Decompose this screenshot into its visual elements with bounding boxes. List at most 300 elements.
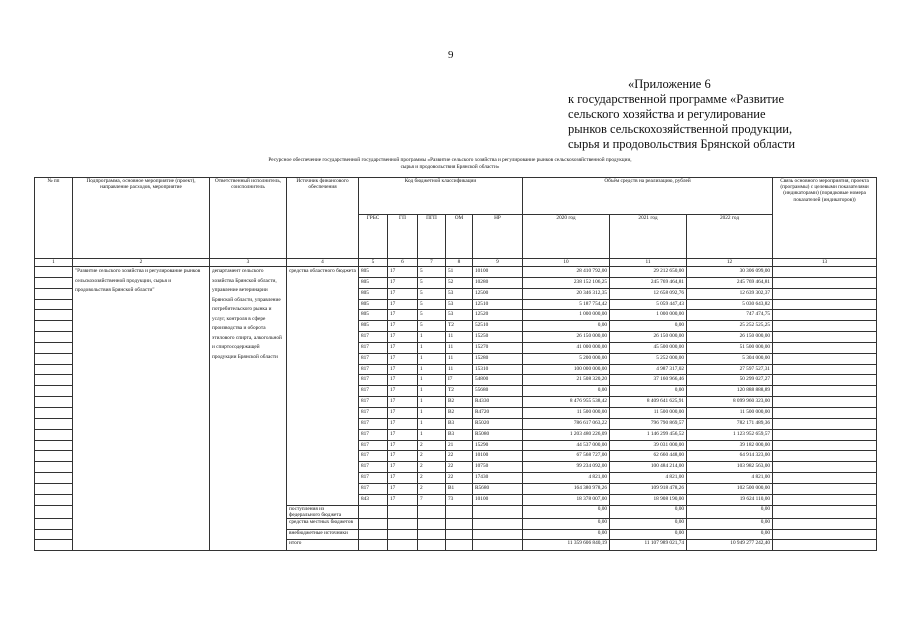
cell-nr: R5080 bbox=[473, 429, 523, 440]
column-index-13: 13 bbox=[773, 259, 877, 267]
cell-grbs: 817 bbox=[359, 375, 388, 386]
cell-om bbox=[446, 540, 473, 551]
cell-2021: 0,00 bbox=[610, 529, 687, 540]
cell-om: 52 bbox=[446, 277, 473, 288]
cell-2022: 5 304 000,00 bbox=[687, 353, 773, 364]
cell-gp: 17 bbox=[388, 397, 418, 408]
cell-pgp bbox=[418, 529, 446, 540]
column-index-5: 5 bbox=[359, 259, 388, 267]
cell-nr: R4720 bbox=[473, 407, 523, 418]
cell-grbs: 817 bbox=[359, 418, 388, 429]
cell-gp: 17 bbox=[388, 386, 418, 397]
cell-om: Т2 bbox=[446, 386, 473, 397]
column-index-12: 12 bbox=[687, 259, 773, 267]
cell-2020: 26 150 000,00 bbox=[523, 332, 610, 343]
cell-om: 22 bbox=[446, 451, 473, 462]
cell-gp: 17 bbox=[388, 310, 418, 321]
row-number bbox=[35, 386, 73, 397]
cell-2021: 11 500 000,00 bbox=[610, 407, 687, 418]
cell-nr: R4330 bbox=[473, 397, 523, 408]
cell-2020: 41 000 000,00 bbox=[523, 342, 610, 353]
cell-2022: 103 982 563,00 bbox=[687, 462, 773, 473]
cell-link bbox=[773, 364, 877, 375]
row-number bbox=[35, 342, 73, 353]
cell-pgp: 7 bbox=[418, 494, 446, 505]
row-number bbox=[35, 375, 73, 386]
cell-2020: 21 508 320,20 bbox=[523, 375, 610, 386]
cell-2021: 109 918 478,26 bbox=[610, 483, 687, 494]
cell-link bbox=[773, 529, 877, 540]
cell-om: 53 bbox=[446, 288, 473, 299]
cell-gp: 17 bbox=[388, 451, 418, 462]
cell-2020: 11 359 606 840,19 bbox=[523, 540, 610, 551]
cell-grbs: 805 bbox=[359, 288, 388, 299]
cell-grbs: 817 bbox=[359, 451, 388, 462]
source-label: внебюджетные источники bbox=[287, 529, 359, 540]
cell-2021: 5 059 447,43 bbox=[610, 299, 687, 310]
cell-link bbox=[773, 494, 877, 505]
cell-2020: 0,00 bbox=[523, 386, 610, 397]
column-index-4: 4 bbox=[287, 259, 359, 267]
cell-om: 51 bbox=[446, 267, 473, 278]
cell-2020: 238 152 106,25 bbox=[523, 277, 610, 288]
cell-2021: 0,00 bbox=[610, 505, 687, 518]
cell-gp bbox=[388, 529, 418, 540]
cell-om: 53 bbox=[446, 299, 473, 310]
cell-grbs bbox=[359, 505, 388, 518]
cell-grbs: 817 bbox=[359, 407, 388, 418]
appendix-line-4: рынков сельскохозяйственной продукции, bbox=[568, 122, 793, 136]
cell-grbs: 817 bbox=[359, 397, 388, 408]
cell-gp bbox=[388, 505, 418, 518]
source-regional: средства областного бюджета bbox=[287, 267, 359, 506]
cell-link bbox=[773, 540, 877, 551]
cell-nr: 10100 bbox=[473, 494, 523, 505]
cell-2020: 1 203 480 226,09 bbox=[523, 429, 610, 440]
cell-nr: 12510 bbox=[473, 299, 523, 310]
cell-2020: 0,00 bbox=[523, 505, 610, 518]
cell-om: В3 bbox=[446, 429, 473, 440]
cell-2021: 5 252 000,00 bbox=[610, 353, 687, 364]
cell-grbs: 805 bbox=[359, 277, 388, 288]
cell-2022: 12 639 302,37 bbox=[687, 288, 773, 299]
cell-2020: 18 378 007,00 bbox=[523, 494, 610, 505]
cell-nr bbox=[473, 529, 523, 540]
resource-table bbox=[34, 177, 877, 551]
cell-2022: 0,00 bbox=[687, 518, 773, 529]
column-index-6: 6 bbox=[388, 259, 418, 267]
cell-2020: 0,00 bbox=[523, 529, 610, 540]
cell-2020: 0,00 bbox=[523, 321, 610, 332]
cell-2020: 0,00 bbox=[523, 518, 610, 529]
executor-text: департамент сельского хозяйства Брянской области, управление ветеринарии Брянской области, управление потребительского рынка и услуг, контроля в сфере производства и оборота этилового спирта, алкогольной и спиртосодержащей продукции Брянской области bbox=[210, 267, 287, 551]
cell-pgp: 1 bbox=[418, 418, 446, 429]
cell-om: І7 bbox=[446, 375, 473, 386]
cell-pgp: 5 bbox=[418, 299, 446, 310]
cell-2021: 39 031 000,00 bbox=[610, 440, 687, 451]
cell-link bbox=[773, 462, 877, 473]
cell-gp: 17 bbox=[388, 407, 418, 418]
row-number bbox=[35, 299, 73, 310]
cell-2022: 26 150 000,00 bbox=[687, 332, 773, 343]
cell-2022: 245 769 464,81 bbox=[687, 277, 773, 288]
cell-2021: 0,00 bbox=[610, 518, 687, 529]
cell-nr bbox=[473, 540, 523, 551]
appendix-heading bbox=[568, 77, 818, 152]
cell-2020: 99 234 092,00 bbox=[523, 462, 610, 473]
row-number bbox=[35, 267, 73, 278]
cell-2021: 18 908 190,00 bbox=[610, 494, 687, 505]
cell-gp: 17 bbox=[388, 288, 418, 299]
cell-om: 22 bbox=[446, 473, 473, 484]
cell-om bbox=[446, 529, 473, 540]
cell-grbs: 817 bbox=[359, 429, 388, 440]
cell-link bbox=[773, 342, 877, 353]
cell-2021: 12 658 092,76 bbox=[610, 288, 687, 299]
cell-pgp bbox=[418, 518, 446, 529]
cell-2021: 62 660 448,00 bbox=[610, 451, 687, 462]
cell-grbs: 805 bbox=[359, 299, 388, 310]
row-number bbox=[35, 529, 73, 540]
cell-2022: 50 299 027,27 bbox=[687, 375, 773, 386]
cell-pgp bbox=[418, 505, 446, 518]
row-number bbox=[35, 518, 73, 529]
cell-om: 11 bbox=[446, 353, 473, 364]
cell-grbs bbox=[359, 540, 388, 551]
cell-link bbox=[773, 288, 877, 299]
cell-om: В3 bbox=[446, 418, 473, 429]
cell-om: 22 bbox=[446, 462, 473, 473]
header-program: Подпрограмма, основное мероприятие (проект), направление расходов, мероприятие bbox=[73, 178, 210, 259]
cell-nr: 15290 bbox=[473, 440, 523, 451]
cell-nr: 52510 bbox=[473, 321, 523, 332]
cell-2020: 4 821,00 bbox=[523, 473, 610, 484]
cell-grbs: 817 bbox=[359, 332, 388, 343]
cell-nr: 15250 bbox=[473, 332, 523, 343]
cell-grbs: 817 bbox=[359, 440, 388, 451]
cell-pgp: 1 bbox=[418, 332, 446, 343]
cell-pgp: 1 bbox=[418, 386, 446, 397]
cell-gp: 17 bbox=[388, 332, 418, 343]
header-budget-code: Код бюджетной классификации bbox=[359, 178, 523, 215]
cell-2022: 25 252 525,25 bbox=[687, 321, 773, 332]
row-number bbox=[35, 397, 73, 408]
cell-pgp: 5 bbox=[418, 267, 446, 278]
row-number bbox=[35, 429, 73, 440]
cell-link bbox=[773, 321, 877, 332]
header-link: Связь основного мероприятия, проекта (программы) с целевыми показателями (индикаторами) (порядковые номера показателей (индикаторов)) bbox=[773, 178, 877, 259]
row-number bbox=[35, 418, 73, 429]
cell-2021: 0,00 bbox=[610, 321, 687, 332]
cell-pgp: 2 bbox=[418, 440, 446, 451]
cell-grbs bbox=[359, 518, 388, 529]
cell-2020: 5 200 000,00 bbox=[523, 353, 610, 364]
row-number bbox=[35, 505, 73, 518]
cell-pgp bbox=[418, 540, 446, 551]
cell-pgp: 1 bbox=[418, 429, 446, 440]
cell-2020: 20 346 312,35 bbox=[523, 288, 610, 299]
source-label: поступления из федерального бюджета bbox=[287, 505, 359, 518]
cell-nr: R5020 bbox=[473, 418, 523, 429]
row-number bbox=[35, 288, 73, 299]
appendix-line-5: сырья и продовольствия Брянской области bbox=[568, 137, 796, 151]
cell-om: 21 bbox=[446, 440, 473, 451]
header-gp: ГП bbox=[388, 215, 418, 259]
row-number bbox=[35, 353, 73, 364]
cell-grbs: 817 bbox=[359, 364, 388, 375]
cell-link bbox=[773, 277, 877, 288]
row-number bbox=[35, 407, 73, 418]
cell-pgp: 2 bbox=[418, 451, 446, 462]
cell-nr: 12520 bbox=[473, 310, 523, 321]
row-number bbox=[35, 462, 73, 473]
caption-line-2: сырья и продовольствия Брянской области» bbox=[400, 164, 500, 170]
cell-nr: 15310 bbox=[473, 364, 523, 375]
cell-2022: 102 500 000,00 bbox=[687, 483, 773, 494]
header-nr: НР bbox=[473, 215, 523, 259]
cell-2022: 10 949 277 242,40 bbox=[687, 540, 773, 551]
row-number bbox=[35, 364, 73, 375]
cell-gp: 17 bbox=[388, 267, 418, 278]
cell-link bbox=[773, 375, 877, 386]
cell-pgp: 5 bbox=[418, 288, 446, 299]
cell-pgp: 1 bbox=[418, 342, 446, 353]
cell-gp: 17 bbox=[388, 440, 418, 451]
cell-grbs: 817 bbox=[359, 386, 388, 397]
cell-2022: 11 500 000,00 bbox=[687, 407, 773, 418]
source-label: средства местных бюджетов bbox=[287, 518, 359, 529]
cell-grbs: 817 bbox=[359, 483, 388, 494]
cell-gp: 17 bbox=[388, 364, 418, 375]
cell-gp: 17 bbox=[388, 342, 418, 353]
cell-nr: 10100 bbox=[473, 267, 523, 278]
cell-gp: 17 bbox=[388, 321, 418, 332]
cell-2021: 8 409 641 625,91 bbox=[610, 397, 687, 408]
cell-2020: 28 410 792,00 bbox=[523, 267, 610, 278]
cell-pgp: 1 bbox=[418, 407, 446, 418]
table-row bbox=[35, 267, 877, 278]
cell-2021: 45 500 000,00 bbox=[610, 342, 687, 353]
appendix-line-2: к государственной программе «Развитие bbox=[568, 92, 784, 106]
cell-nr: 10100 bbox=[473, 451, 523, 462]
cell-nr: 54800 bbox=[473, 375, 523, 386]
column-index-8: 8 bbox=[446, 259, 473, 267]
column-index-10: 10 bbox=[523, 259, 610, 267]
cell-link bbox=[773, 353, 877, 364]
cell-2022: 1 123 952 659,57 bbox=[687, 429, 773, 440]
page-number: 9 bbox=[448, 49, 454, 61]
cell-pgp: 5 bbox=[418, 310, 446, 321]
cell-nr: 12500 bbox=[473, 288, 523, 299]
column-index-7: 7 bbox=[418, 259, 446, 267]
row-number bbox=[35, 483, 73, 494]
cell-pgp: 2 bbox=[418, 483, 446, 494]
cell-2022: 747 474,75 bbox=[687, 310, 773, 321]
cell-2022: 8 099 960 323,00 bbox=[687, 397, 773, 408]
cell-link bbox=[773, 518, 877, 529]
cell-pgp: 2 bbox=[418, 473, 446, 484]
row-number bbox=[35, 310, 73, 321]
header-2022: 2022 год bbox=[687, 215, 773, 259]
header-2020: 2020 год bbox=[523, 215, 610, 259]
row-number bbox=[35, 321, 73, 332]
cell-2021: 37 160 966,46 bbox=[610, 375, 687, 386]
cell-om: 73 bbox=[446, 494, 473, 505]
cell-om: 53 bbox=[446, 310, 473, 321]
cell-nr: 17430 bbox=[473, 473, 523, 484]
cell-2022: 120 888 888,89 bbox=[687, 386, 773, 397]
cell-nr: 15270 bbox=[473, 342, 523, 353]
cell-2022: 0,00 bbox=[687, 505, 773, 518]
row-number bbox=[35, 440, 73, 451]
cell-om: В1 bbox=[446, 483, 473, 494]
cell-link bbox=[773, 429, 877, 440]
cell-gp: 17 bbox=[388, 429, 418, 440]
cell-pgp: 5 bbox=[418, 277, 446, 288]
cell-link bbox=[773, 483, 877, 494]
cell-2022: 782 171 489,36 bbox=[687, 418, 773, 429]
cell-om bbox=[446, 505, 473, 518]
cell-2020: 5 187 754,42 bbox=[523, 299, 610, 310]
cell-pgp: 1 bbox=[418, 353, 446, 364]
cell-pgp: 2 bbox=[418, 462, 446, 473]
cell-2021: 11 107 989 021,74 bbox=[610, 540, 687, 551]
header-num: № пп bbox=[35, 178, 73, 259]
cell-nr: R5680 bbox=[473, 483, 523, 494]
cell-2021: 4 821,00 bbox=[610, 473, 687, 484]
cell-2020: 1 000 000,00 bbox=[523, 310, 610, 321]
cell-nr: 10750 bbox=[473, 462, 523, 473]
cell-gp: 17 bbox=[388, 462, 418, 473]
cell-link bbox=[773, 505, 877, 518]
cell-link bbox=[773, 397, 877, 408]
cell-grbs: 817 bbox=[359, 353, 388, 364]
cell-2022: 64 914 323,00 bbox=[687, 451, 773, 462]
cell-2022: 4 821,00 bbox=[687, 473, 773, 484]
header-source: Источник финансового обеспечения bbox=[287, 178, 359, 259]
cell-om: В2 bbox=[446, 397, 473, 408]
cell-nr: 55680 bbox=[473, 386, 523, 397]
cell-2021: 4 987 317,02 bbox=[610, 364, 687, 375]
cell-link bbox=[773, 267, 877, 278]
cell-link bbox=[773, 451, 877, 462]
cell-link bbox=[773, 407, 877, 418]
cell-grbs: 805 bbox=[359, 321, 388, 332]
column-index-3: 3 bbox=[210, 259, 287, 267]
cell-2021: 1 146 299 456,52 bbox=[610, 429, 687, 440]
header-volume: Объём средств на реализацию, рублей bbox=[523, 178, 773, 215]
cell-2020: 786 617 063,22 bbox=[523, 418, 610, 429]
cell-grbs: 843 bbox=[359, 494, 388, 505]
cell-link bbox=[773, 418, 877, 429]
cell-gp: 17 bbox=[388, 375, 418, 386]
cell-2021: 796 790 869,57 bbox=[610, 418, 687, 429]
cell-om: 11 bbox=[446, 342, 473, 353]
cell-gp: 17 bbox=[388, 277, 418, 288]
cell-2020: 100 000 000,00 bbox=[523, 364, 610, 375]
header-executor: Ответственный исполнитель, соисполнитель bbox=[210, 178, 287, 259]
cell-link bbox=[773, 473, 877, 484]
cell-gp: 17 bbox=[388, 494, 418, 505]
cell-pgp: 1 bbox=[418, 364, 446, 375]
cell-gp: 17 bbox=[388, 473, 418, 484]
header-om: ОМ bbox=[446, 215, 473, 259]
cell-2022: 30 306 099,00 bbox=[687, 267, 773, 278]
cell-link bbox=[773, 299, 877, 310]
cell-om: 11 bbox=[446, 332, 473, 343]
cell-pgp: 1 bbox=[418, 375, 446, 386]
source-label: итого bbox=[287, 540, 359, 551]
cell-link bbox=[773, 440, 877, 451]
cell-nr bbox=[473, 518, 523, 529]
cell-grbs: 805 bbox=[359, 310, 388, 321]
cell-om: В2 bbox=[446, 407, 473, 418]
cell-gp: 17 bbox=[388, 299, 418, 310]
cell-link bbox=[773, 310, 877, 321]
cell-gp: 17 bbox=[388, 418, 418, 429]
cell-grbs: 817 bbox=[359, 342, 388, 353]
appendix-line-1: «Приложение 6 bbox=[628, 77, 711, 91]
cell-nr: 15280 bbox=[473, 353, 523, 364]
cell-link bbox=[773, 332, 877, 343]
appendix-line-3: сельского хозяйства и регулирование bbox=[568, 107, 766, 121]
cell-gp bbox=[388, 540, 418, 551]
row-number bbox=[35, 473, 73, 484]
cell-2022: 5 030 643,82 bbox=[687, 299, 773, 310]
column-index-9: 9 bbox=[473, 259, 523, 267]
column-index-2: 2 bbox=[73, 259, 210, 267]
cell-2022: 19 624 110,00 bbox=[687, 494, 773, 505]
cell-2020: 67 568 727,00 bbox=[523, 451, 610, 462]
cell-2022: 51 500 000,00 bbox=[687, 342, 773, 353]
header-pgp: ПГП bbox=[418, 215, 446, 259]
cell-pgp: 1 bbox=[418, 397, 446, 408]
cell-2020: 8 476 955 538,42 bbox=[523, 397, 610, 408]
cell-2020: 164 380 978,26 bbox=[523, 483, 610, 494]
row-number bbox=[35, 277, 73, 288]
cell-2021: 245 769 464,81 bbox=[610, 277, 687, 288]
cell-nr: 10280 bbox=[473, 277, 523, 288]
header-grbs: ГРБС bbox=[359, 215, 388, 259]
cell-gp bbox=[388, 518, 418, 529]
cell-grbs: 805 bbox=[359, 267, 388, 278]
cell-nr bbox=[473, 505, 523, 518]
cell-2021: 26 150 000,00 bbox=[610, 332, 687, 343]
column-index-1: 1 bbox=[35, 259, 73, 267]
row-number bbox=[35, 451, 73, 462]
cell-om: 11 bbox=[446, 364, 473, 375]
cell-link bbox=[773, 386, 877, 397]
cell-pgp: 5 bbox=[418, 321, 446, 332]
cell-grbs: 817 bbox=[359, 462, 388, 473]
cell-gp: 17 bbox=[388, 483, 418, 494]
caption-line-1: Ресурсное обеспечение государственной государственной программы «Развитие сельского хозяйства и регулирование рынков сельскохозяйственной продукции, bbox=[268, 157, 632, 163]
cell-2021: 100 484 214,00 bbox=[610, 462, 687, 473]
table-caption bbox=[190, 157, 710, 171]
row-number bbox=[35, 494, 73, 505]
row-number bbox=[35, 332, 73, 343]
cell-2022: 0,00 bbox=[687, 529, 773, 540]
cell-2021: 1 000 000,00 bbox=[610, 310, 687, 321]
cell-2022: 39 182 000,00 bbox=[687, 440, 773, 451]
program-title: "Развитие сельского хозяйства и регулирование рынков сельскохозяйственной продукции, сырья и продовольствия Брянской области" bbox=[73, 267, 210, 551]
cell-2020: 44 537 000,00 bbox=[523, 440, 610, 451]
cell-2022: 27 597 527,31 bbox=[687, 364, 773, 375]
cell-grbs bbox=[359, 529, 388, 540]
cell-2020: 11 500 000,00 bbox=[523, 407, 610, 418]
cell-2021: 29 212 650,00 bbox=[610, 267, 687, 278]
cell-om: Т2 bbox=[446, 321, 473, 332]
